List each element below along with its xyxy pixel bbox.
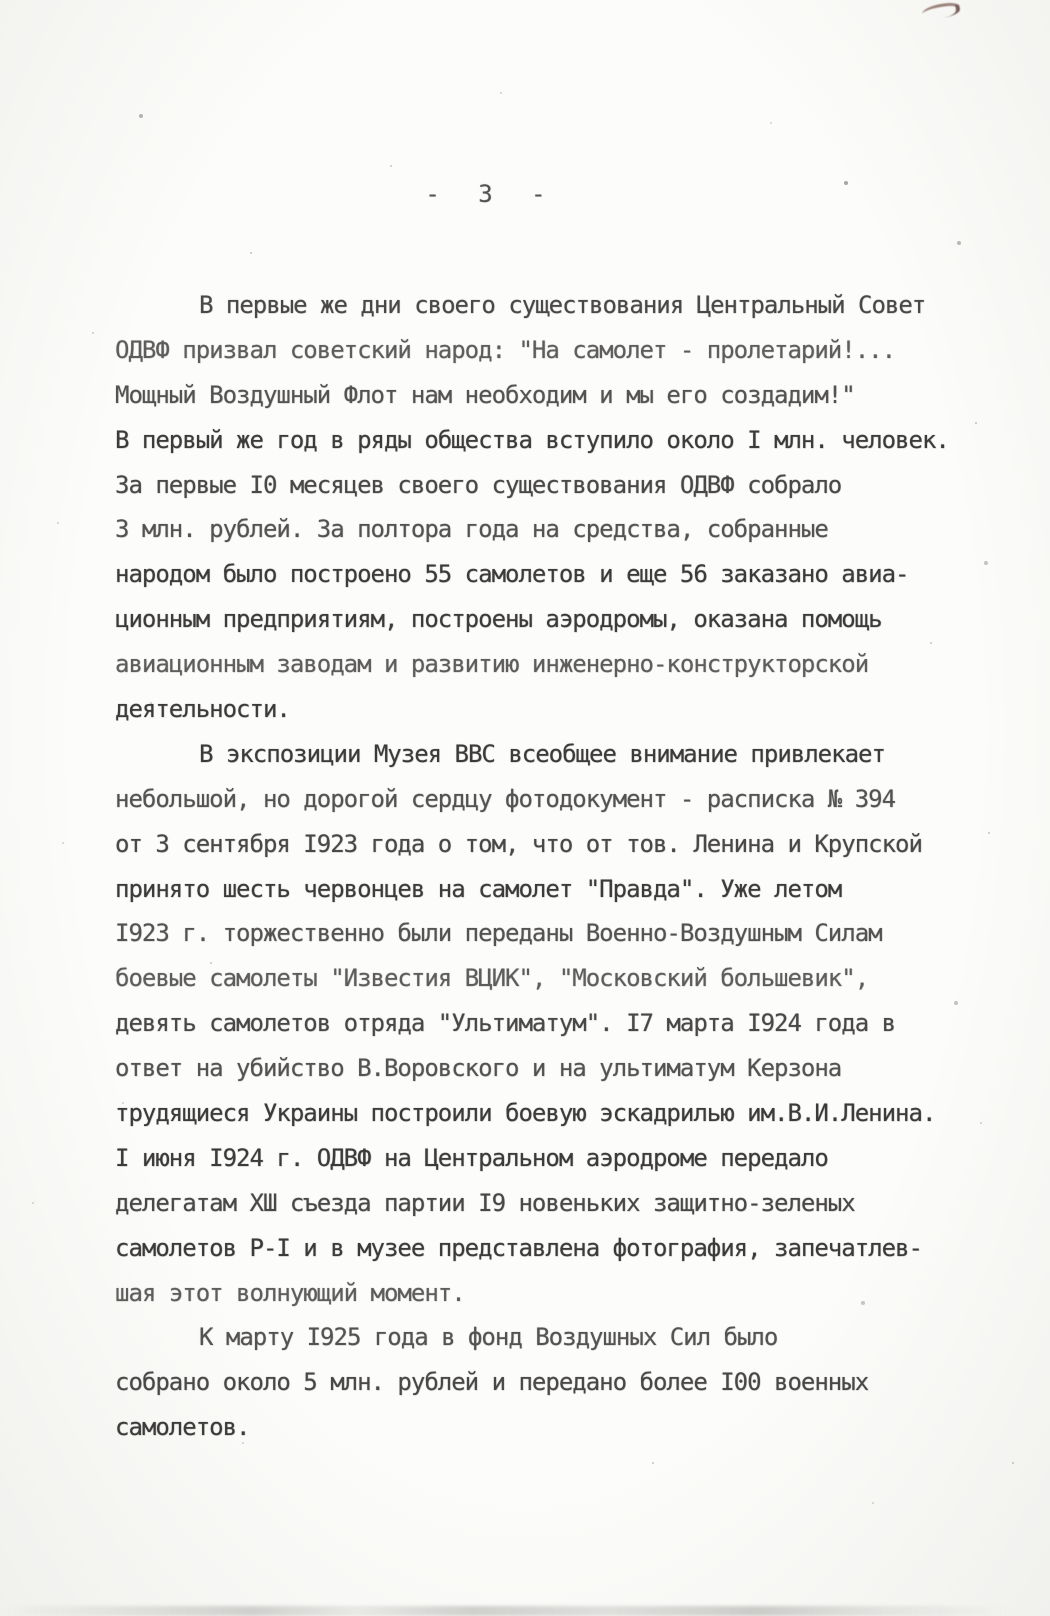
text-line: небольшой, но дорогой сердцу фотодокумент - расписка № 394 <box>115 784 896 813</box>
text-line: от 3 сентября I923 года о том, что от тов. Ленина и Крупской <box>115 829 922 858</box>
text-line: ответ на убийство В.Воровского и на ультиматум Керзона <box>115 1054 842 1083</box>
page-number: - 3 - <box>425 180 545 208</box>
text-line: боевые самолеты "Известия ВЦИК", "Московский большевик", <box>115 964 869 993</box>
text-line: К марту I925 года в фонд Воздушных Сил было <box>199 1323 778 1352</box>
text-line: ОДВФ призвал советский народ: "На самолет - пролетарий!... <box>115 335 896 364</box>
text-line: делегатам ХШ съезда партии I9 новеньких защитно-зеленых <box>115 1188 855 1217</box>
text-line: 3 млн. рублей. За полтора года на средства, собранные <box>115 515 828 544</box>
text-line: собрано около 5 млн. рублей и передано более I00 военных <box>115 1368 869 1397</box>
text-line: самолетов Р-I и в музее представлена фотография, запечатлев- <box>115 1233 922 1262</box>
ink-blot <box>921 1 961 20</box>
text-line: В экспозиции Музея ВВС всеобщее внимание привлекает <box>199 739 885 768</box>
text-line: I923 г. торжественно были переданы Военно-Воздушным Силам <box>115 919 882 948</box>
text-line: самолетов. <box>115 1413 250 1442</box>
text-line: шая этот волнующий момент. <box>115 1278 465 1307</box>
text-line: За первые I0 месяцев своего существования ОДВФ собрало <box>115 470 842 499</box>
text-line: Мощный Воздушный Флот нам необходим и мы его создадим!" <box>115 380 855 409</box>
text-line: авиационным заводам и развитию инженерно-конструкторской <box>115 650 869 679</box>
text-line: I июня I924 г. ОДВФ на Центральном аэродроме передало <box>115 1143 828 1172</box>
scan-edge-smudge <box>0 1606 1050 1616</box>
scan-noise-specks <box>0 0 2 2</box>
text-line: народом было построено 55 самолетов и еще 56 заказано авиа- <box>115 560 909 589</box>
text-line: ционным предприятиям, построены аэродромы, оказана помощь <box>115 605 882 634</box>
typewritten-text <box>115 283 985 1450</box>
text-line: деятельности. <box>115 695 290 724</box>
text-line: В первые же дни своего существования Центральный Совет <box>199 291 926 319</box>
text-line: В первый же год в ряды общества вступило около I млн. человек. <box>115 425 949 454</box>
text-line: принято шесть червонцев на самолет "Правда". Уже летом <box>115 874 842 903</box>
text-line: трудящиеся Украины построили боевую эскадрилью им.В.И.Ленина. <box>115 1099 936 1128</box>
text-line: девять самолетов отряда "Ультиматум". I7 марта I924 года в <box>115 1009 896 1038</box>
